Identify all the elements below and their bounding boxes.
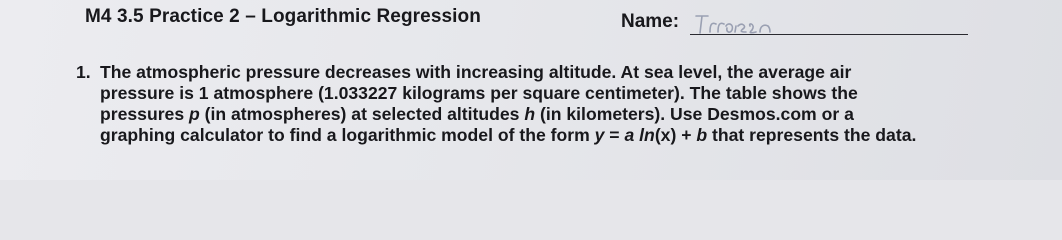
problem-text-line-1: The atmospheric pressure decreases with increasing altitude. At sea level, the average air <box>100 62 852 82</box>
problem-text-line-2: pressure is 1 atmosphere (1.033227 kilograms per square centimeter). The table shows the <box>100 83 858 103</box>
problem-line-1 <box>76 62 1036 83</box>
model-equation <box>595 125 708 145</box>
problem-line-3 <box>76 104 1036 125</box>
handwritten-signature <box>694 12 814 36</box>
equation-argument: (x) <box>654 125 677 145</box>
worksheet-title: M4 3.5 Practice 2 – Logarithmic Regression <box>85 6 481 27</box>
variable-p: p <box>189 104 200 124</box>
equation-plus: + <box>676 125 697 145</box>
equation-ln: ln <box>634 125 655 145</box>
equation-equals: = <box>604 125 625 145</box>
equation-a: a <box>624 125 635 145</box>
name-label: Name: <box>621 11 680 32</box>
problem-text-segment: graphing calculator to find a logarithmic model of the form <box>100 125 595 145</box>
variable-h: h <box>524 104 536 124</box>
equation-y: y <box>594 125 605 145</box>
problem-text-segment: (in kilometers). Use Desmos.com or a <box>535 104 854 124</box>
problem-line-4 <box>76 125 1036 146</box>
problem-1 <box>76 62 1036 146</box>
problem-text-segment: (in atmospheres) at selected altitudes <box>199 104 525 124</box>
problem-text-segment: that represents the data. <box>707 125 917 145</box>
problem-number: 1. <box>76 62 91 82</box>
equation-b: b <box>696 125 708 145</box>
problem-text-segment: pressures <box>100 104 189 124</box>
problem-line-2 <box>76 83 1036 104</box>
